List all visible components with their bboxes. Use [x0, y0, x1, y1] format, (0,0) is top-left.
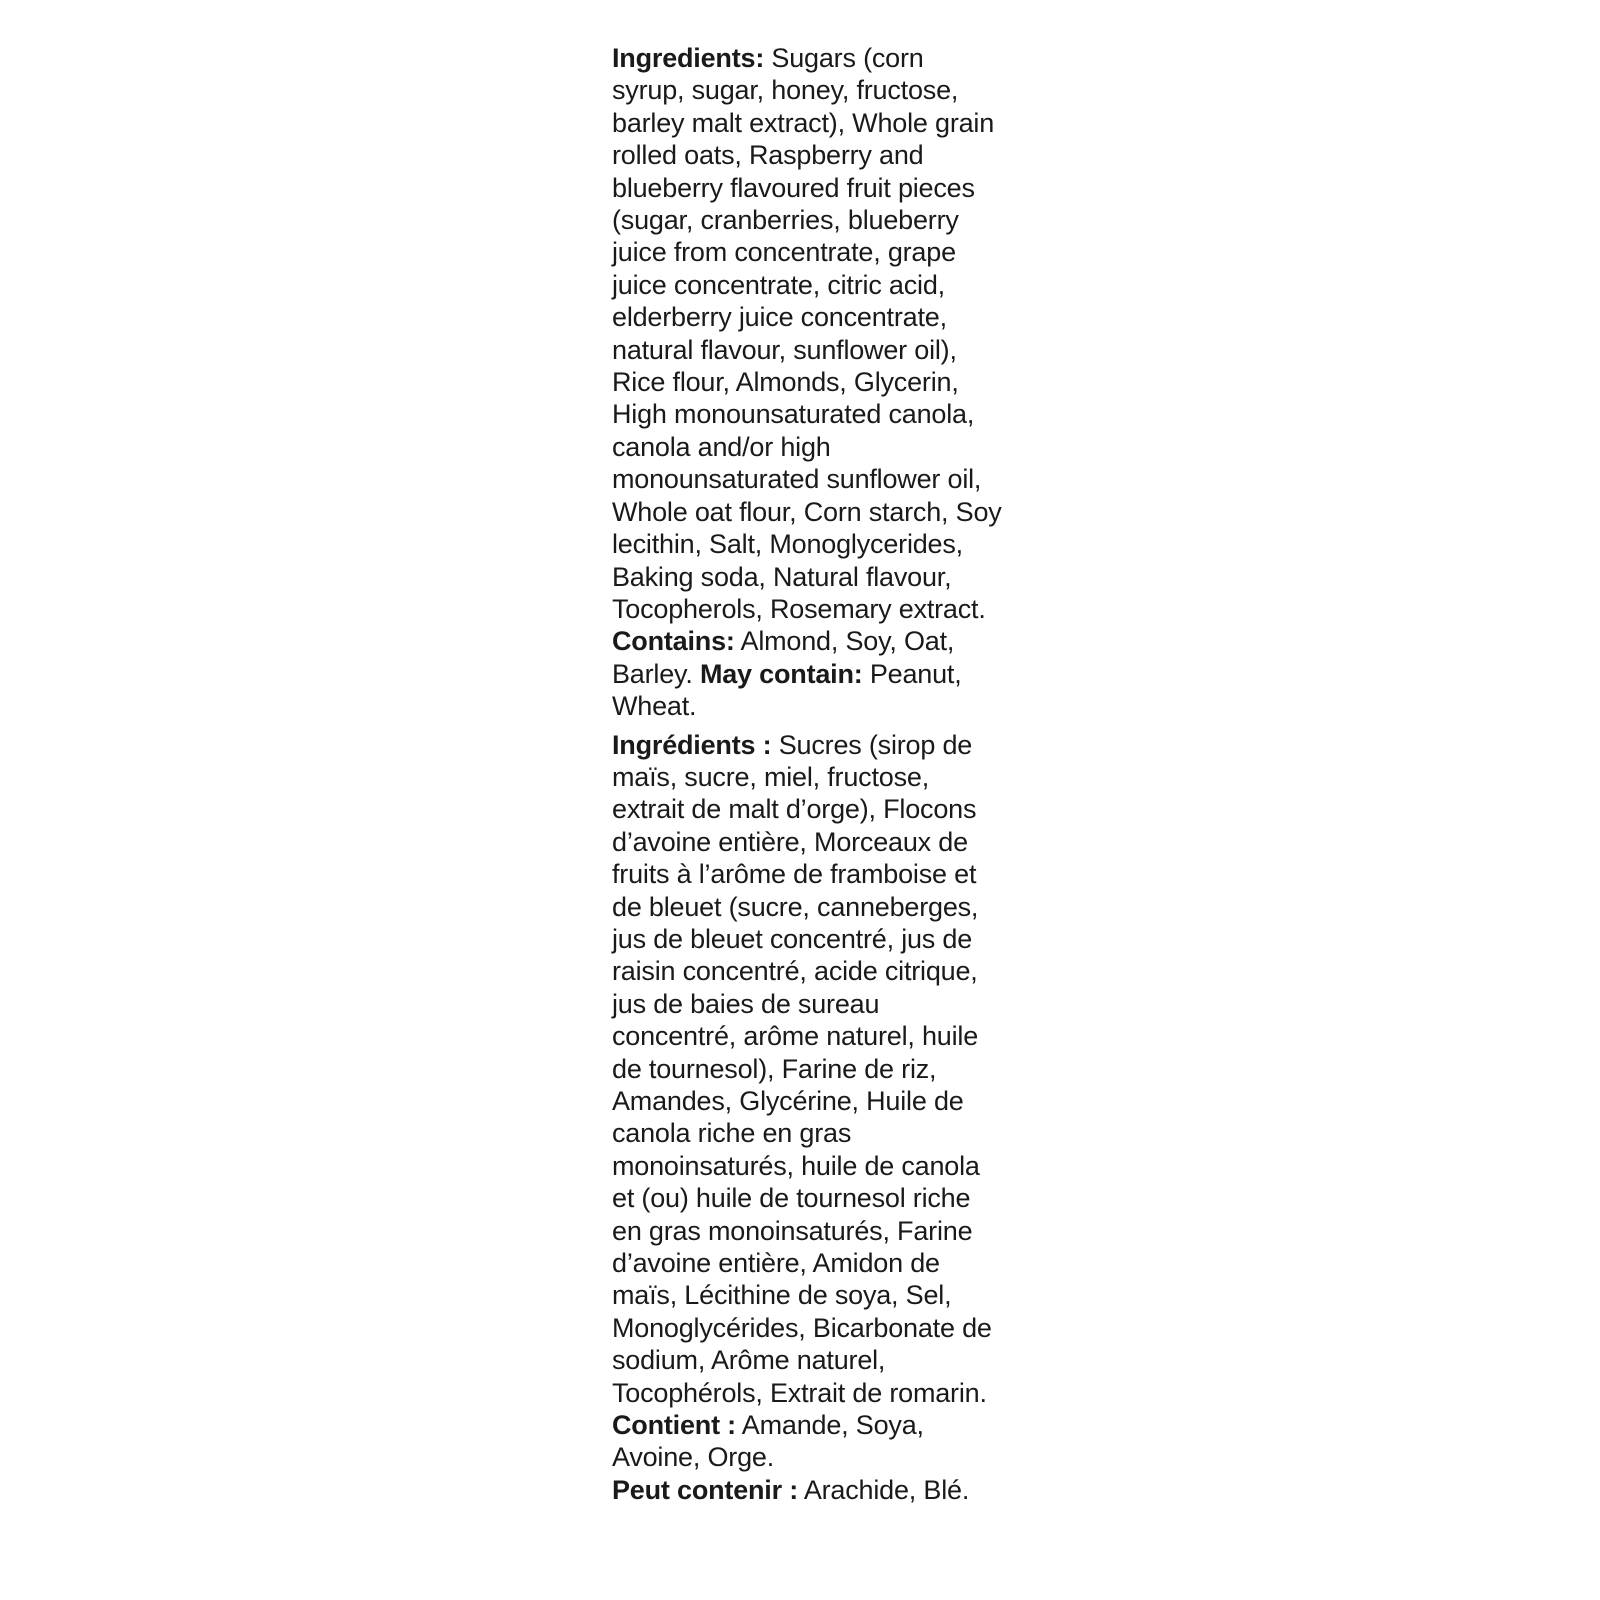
french-may-contain-heading: Peut contenir : [612, 1474, 799, 1505]
english-may-contain-list: Peanut, Wheat. [612, 658, 962, 722]
french-ingredients-list: Sucres (sirop de maïs, sucre, miel, fructose, extrait de malt d’orge), Flocons d’avoine entière, Morceaux de fruits à l’arôme de framboise et de bleuet (sucre, canneberges, jus de bleuet concentré, jus de raisin concentré, acide citrique, jus de baies de sureau concentré, arôme naturel, huile de tournesol), Farine de riz, Amandes, Glycérine, Huile de canola riche en gras monoinsaturés, huile de canola et (ou) huile de tournesol riche en gras monoinsaturés, Farine d’avoine entière, Amidon de maïs, Lécithine de soya, Sel, Monoglycérides, Bicarbonate de sodium, Arôme naturel, Tocophérols, Extrait de romarin. [612, 729, 992, 1408]
french-ingredients-heading: Ingrédients : [612, 729, 772, 760]
french-ingredients-paragraph [612, 729, 1002, 1410]
french-contains-heading: Contient : [612, 1410, 736, 1441]
english-contains-heading: Contains: [612, 626, 735, 657]
english-ingredients-paragraph [612, 42, 1002, 625]
english-contains-list: Almond, Soy, Oat, Barley. [612, 626, 955, 689]
english-ingredients-heading: Ingredients: [612, 43, 765, 73]
english-ingredients-list: Sugars (corn syrup, sugar, honey, fructose, barley malt extract), Whole grain rolled oats, Raspberry and blueberry flavoured fruit pieces (sugar, cranberries, blueberry juice from concentrate, grape juice concentrate, citric acid, elderberry juice concentrate, natural flavour, sunflower oil), Rice flour, Almonds, Glycerin, High monounsaturated canola, canola and/or high monounsaturated sunflower oil, Whole oat flour, Corn starch, Soy lecithin, Salt, Monoglycerides, Baking soda, Natural flavour, Tocopherols, Rosemary extract. [612, 43, 1002, 624]
english-ingredients-block [612, 42, 1002, 723]
french-may-contain-paragraph [612, 1474, 1002, 1506]
french-may-contain-list: Arachide, Blé. [798, 1474, 970, 1505]
french-contains-paragraph [612, 1409, 1002, 1474]
english-allergen-paragraph [612, 625, 1002, 722]
french-contains-list: Amande, Soya, Avoine, Orge. [612, 1410, 924, 1473]
french-ingredients-block [612, 729, 1002, 1507]
english-may-contain-heading: May contain: [699, 658, 863, 689]
ingredients-label-panel [612, 42, 1002, 1506]
